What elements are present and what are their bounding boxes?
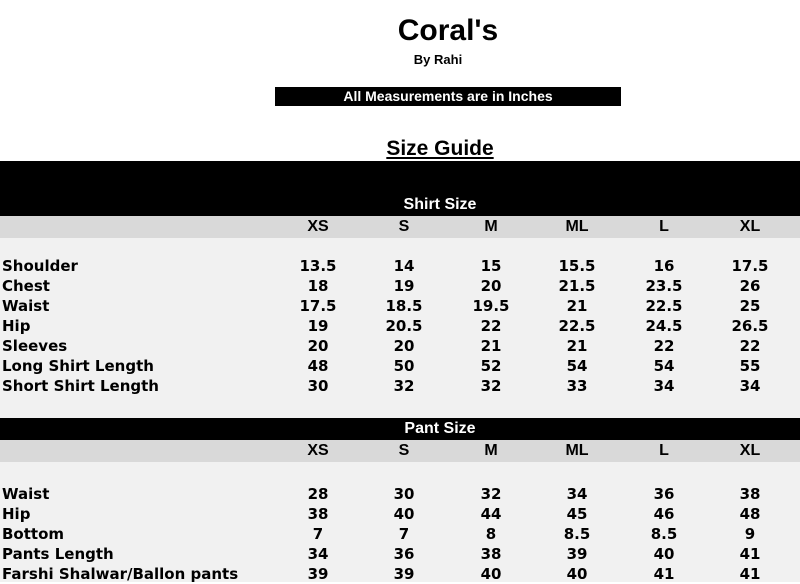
cell: 18.5 [385, 297, 423, 315]
size-col-ml: ML [565, 218, 589, 235]
size-col-xl: XL [739, 442, 761, 459]
size-guide-title: Size Guide [386, 137, 494, 160]
cell: 39 [307, 565, 329, 583]
size-col-xl: XL [739, 218, 761, 235]
cell: 14 [393, 257, 415, 275]
cell: 19 [307, 317, 329, 335]
cell: 33 [566, 377, 588, 395]
cell: 22.5 [558, 317, 596, 335]
cell: 16 [653, 257, 675, 275]
cell: 20 [480, 277, 502, 295]
cell: 39 [566, 545, 588, 563]
cell: 25 [739, 297, 761, 315]
cell: 7 [312, 525, 324, 543]
header-band [0, 161, 800, 194]
units-banner: All Measurements are in Inches [275, 87, 621, 106]
cell: 32 [480, 485, 502, 503]
cell: 19.5 [472, 297, 510, 315]
cell: 45 [566, 505, 588, 523]
cell: 39 [393, 565, 415, 583]
table-row [0, 356, 800, 376]
shirt-size-columns [0, 216, 800, 238]
cell: 17.5 [299, 297, 337, 315]
row-label: Shoulder [2, 257, 78, 275]
cell: 21 [566, 297, 588, 315]
row-label: Short Shirt Length [2, 377, 159, 395]
cell: 38 [739, 485, 761, 503]
cell: 52 [480, 357, 502, 375]
cell: 26.5 [731, 317, 769, 335]
size-col-m: M [484, 218, 498, 235]
brand-byline: By Rahi [413, 52, 463, 67]
cell: 32 [480, 377, 502, 395]
cell: 41 [653, 565, 675, 583]
size-col-xs: XS [307, 218, 329, 235]
size-col-ml: ML [565, 442, 589, 459]
cell: 8.5 [650, 525, 678, 543]
cell: 26 [739, 277, 761, 295]
cell: 40 [653, 545, 675, 563]
shirt-section-header [0, 194, 800, 216]
cell: 21 [566, 337, 588, 355]
size-col-m: M [484, 442, 498, 459]
row-label: Hip [2, 505, 31, 523]
row-label: Waist [2, 297, 50, 315]
cell: 8.5 [563, 525, 591, 543]
table-row [0, 316, 800, 336]
cell: 22 [653, 337, 675, 355]
cell: 40 [566, 565, 588, 583]
pant-measurements [0, 462, 800, 582]
shirt-measurements [0, 238, 800, 418]
cell: 41 [739, 565, 761, 583]
cell: 36 [653, 485, 675, 503]
cell: 18 [307, 277, 329, 295]
cell: 46 [653, 505, 675, 523]
cell: 34 [307, 545, 329, 563]
cell: 34 [566, 485, 588, 503]
cell: 13.5 [299, 257, 337, 275]
cell: 7 [398, 525, 410, 543]
cell: 40 [393, 505, 415, 523]
cell: 50 [393, 357, 415, 375]
cell: 48 [307, 357, 329, 375]
cell: 28 [307, 485, 329, 503]
cell: 24.5 [645, 317, 683, 335]
cell: 20 [307, 337, 329, 355]
cell: 21 [480, 337, 502, 355]
cell: 36 [393, 545, 415, 563]
cell: 44 [480, 505, 502, 523]
pant-section-header [0, 418, 800, 440]
cell: 15.5 [558, 257, 596, 275]
cell: 22 [739, 337, 761, 355]
cell: 55 [739, 357, 761, 375]
row-label: Chest [2, 277, 50, 295]
cell: 34 [653, 377, 675, 395]
cell: 32 [393, 377, 415, 395]
pant-section-title: Pant Size [404, 420, 476, 437]
row-label: Long Shirt Length [2, 357, 154, 375]
shirt-section-title: Shirt Size [403, 196, 477, 213]
table-row [0, 504, 800, 524]
cell: 41 [739, 545, 761, 563]
row-label: Hip [2, 317, 31, 335]
table-row [0, 524, 800, 544]
cell: 38 [480, 545, 502, 563]
cell: 54 [566, 357, 588, 375]
row-label: Waist [2, 485, 50, 503]
row-label: Pants Length [2, 545, 114, 563]
table-row [0, 296, 800, 316]
pant-size-columns [0, 440, 800, 462]
size-col-s: S [398, 442, 410, 459]
table-row [0, 376, 800, 396]
table-row [0, 336, 800, 356]
cell: 8 [485, 525, 497, 543]
cell: 30 [307, 377, 329, 395]
row-label: Farshi Shalwar/Ballon pants [2, 565, 239, 583]
cell: 22.5 [645, 297, 683, 315]
size-col-xs: XS [307, 442, 329, 459]
cell: 20.5 [385, 317, 423, 335]
cell: 34 [739, 377, 761, 395]
cell: 23.5 [645, 277, 683, 295]
cell: 17.5 [731, 257, 769, 275]
table-row [0, 484, 800, 504]
cell: 48 [739, 505, 761, 523]
table-row [0, 564, 800, 584]
row-label: Sleeves [2, 337, 68, 355]
row-label: Bottom [2, 525, 65, 543]
size-col-s: S [398, 218, 410, 235]
cell: 40 [480, 565, 502, 583]
cell: 30 [393, 485, 415, 503]
cell: 15 [480, 257, 502, 275]
table-row [0, 276, 800, 296]
cell: 9 [744, 525, 756, 543]
cell: 54 [653, 357, 675, 375]
cell: 22 [480, 317, 502, 335]
cell: 21.5 [558, 277, 596, 295]
size-col-l: L [659, 442, 669, 459]
table-row [0, 544, 800, 564]
cell: 38 [307, 505, 329, 523]
cell: 20 [393, 337, 415, 355]
brand-title: Coral's [397, 14, 499, 47]
table-row [0, 256, 800, 276]
size-col-l: L [659, 218, 669, 235]
cell: 19 [393, 277, 415, 295]
